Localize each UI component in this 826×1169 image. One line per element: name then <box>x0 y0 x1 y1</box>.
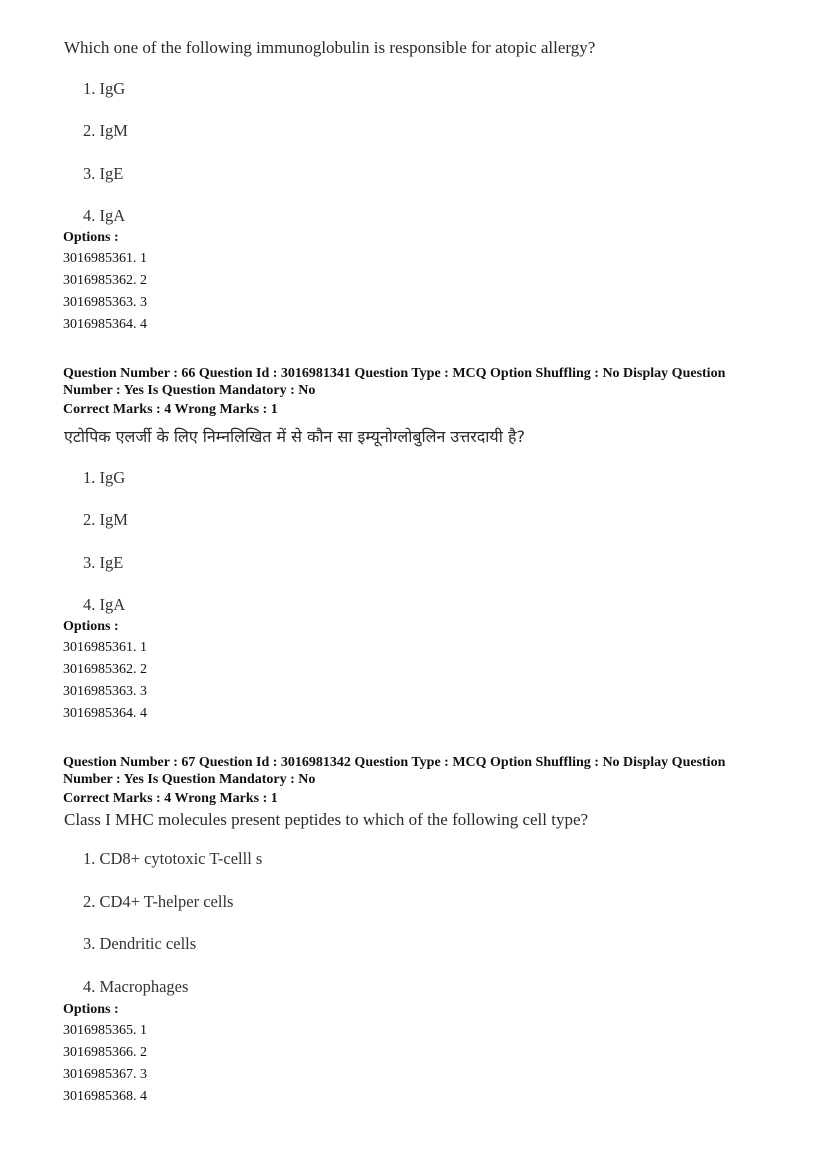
answer-choice: 1. CD8+ cytotoxic T-celll s <box>83 849 263 868</box>
option-id: 3016985362. 2 <box>63 273 147 288</box>
question-meta-line: Question Number : 66 Question Id : 3016981341 Question Type : MCQ Option Shuffling : No Display Question <box>63 366 726 381</box>
question-marks: Correct Marks : 4 Wrong Marks : 1 <box>63 791 278 806</box>
option-id: 3016985364. 4 <box>63 706 147 721</box>
question-text: Class I MHC molecules present peptides to which of the following cell type? <box>64 810 589 829</box>
option-id: 3016985363. 3 <box>63 684 147 699</box>
question-meta-line: Question Number : 67 Question Id : 3016981342 Question Type : MCQ Option Shuffling : No Display Question <box>63 755 726 770</box>
question-meta-line: Number : Yes Is Question Mandatory : No <box>63 383 316 398</box>
option-id: 3016985368. 4 <box>63 1089 147 1104</box>
answer-choice: 2. IgM <box>83 510 128 529</box>
question-meta-line: Number : Yes Is Question Mandatory : No <box>63 772 316 787</box>
answer-choice: 1. IgG <box>83 79 126 98</box>
option-id: 3016985367. 3 <box>63 1067 147 1082</box>
question-marks: Correct Marks : 4 Wrong Marks : 1 <box>63 402 278 417</box>
question-text: Which one of the following immunoglobulin is responsible for atopic allergy? <box>64 38 596 57</box>
answer-choice: 4. IgA <box>83 595 126 614</box>
option-id: 3016985363. 3 <box>63 295 147 310</box>
answer-choice: 2. IgM <box>83 121 128 140</box>
answer-choice: 3. Dendritic cells <box>83 934 197 953</box>
answer-choice: 2. CD4+ T-helper cells <box>83 892 234 911</box>
option-id: 3016985364. 4 <box>63 317 147 332</box>
option-id: 3016985362. 2 <box>63 662 147 677</box>
option-id: 3016985361. 1 <box>63 640 147 655</box>
answer-choice: 1. IgG <box>83 468 126 487</box>
answer-choice: 3. IgE <box>83 553 124 572</box>
option-id: 3016985365. 1 <box>63 1023 147 1038</box>
answer-choice: 3. IgE <box>83 164 124 183</box>
options-label: Options : <box>63 1002 119 1017</box>
options-label: Options : <box>63 619 119 634</box>
answer-choice: 4. Macrophages <box>83 977 189 996</box>
option-id: 3016985366. 2 <box>63 1045 147 1060</box>
option-id: 3016985361. 1 <box>63 251 147 266</box>
question-text: एटोपिक एलर्जी के लिए निम्नलिखित में से कौन सा इम्यूनोग्लोबुलिन उत्तरदायी है? <box>64 427 525 446</box>
answer-choice: 4. IgA <box>83 206 126 225</box>
options-label: Options : <box>63 230 119 245</box>
